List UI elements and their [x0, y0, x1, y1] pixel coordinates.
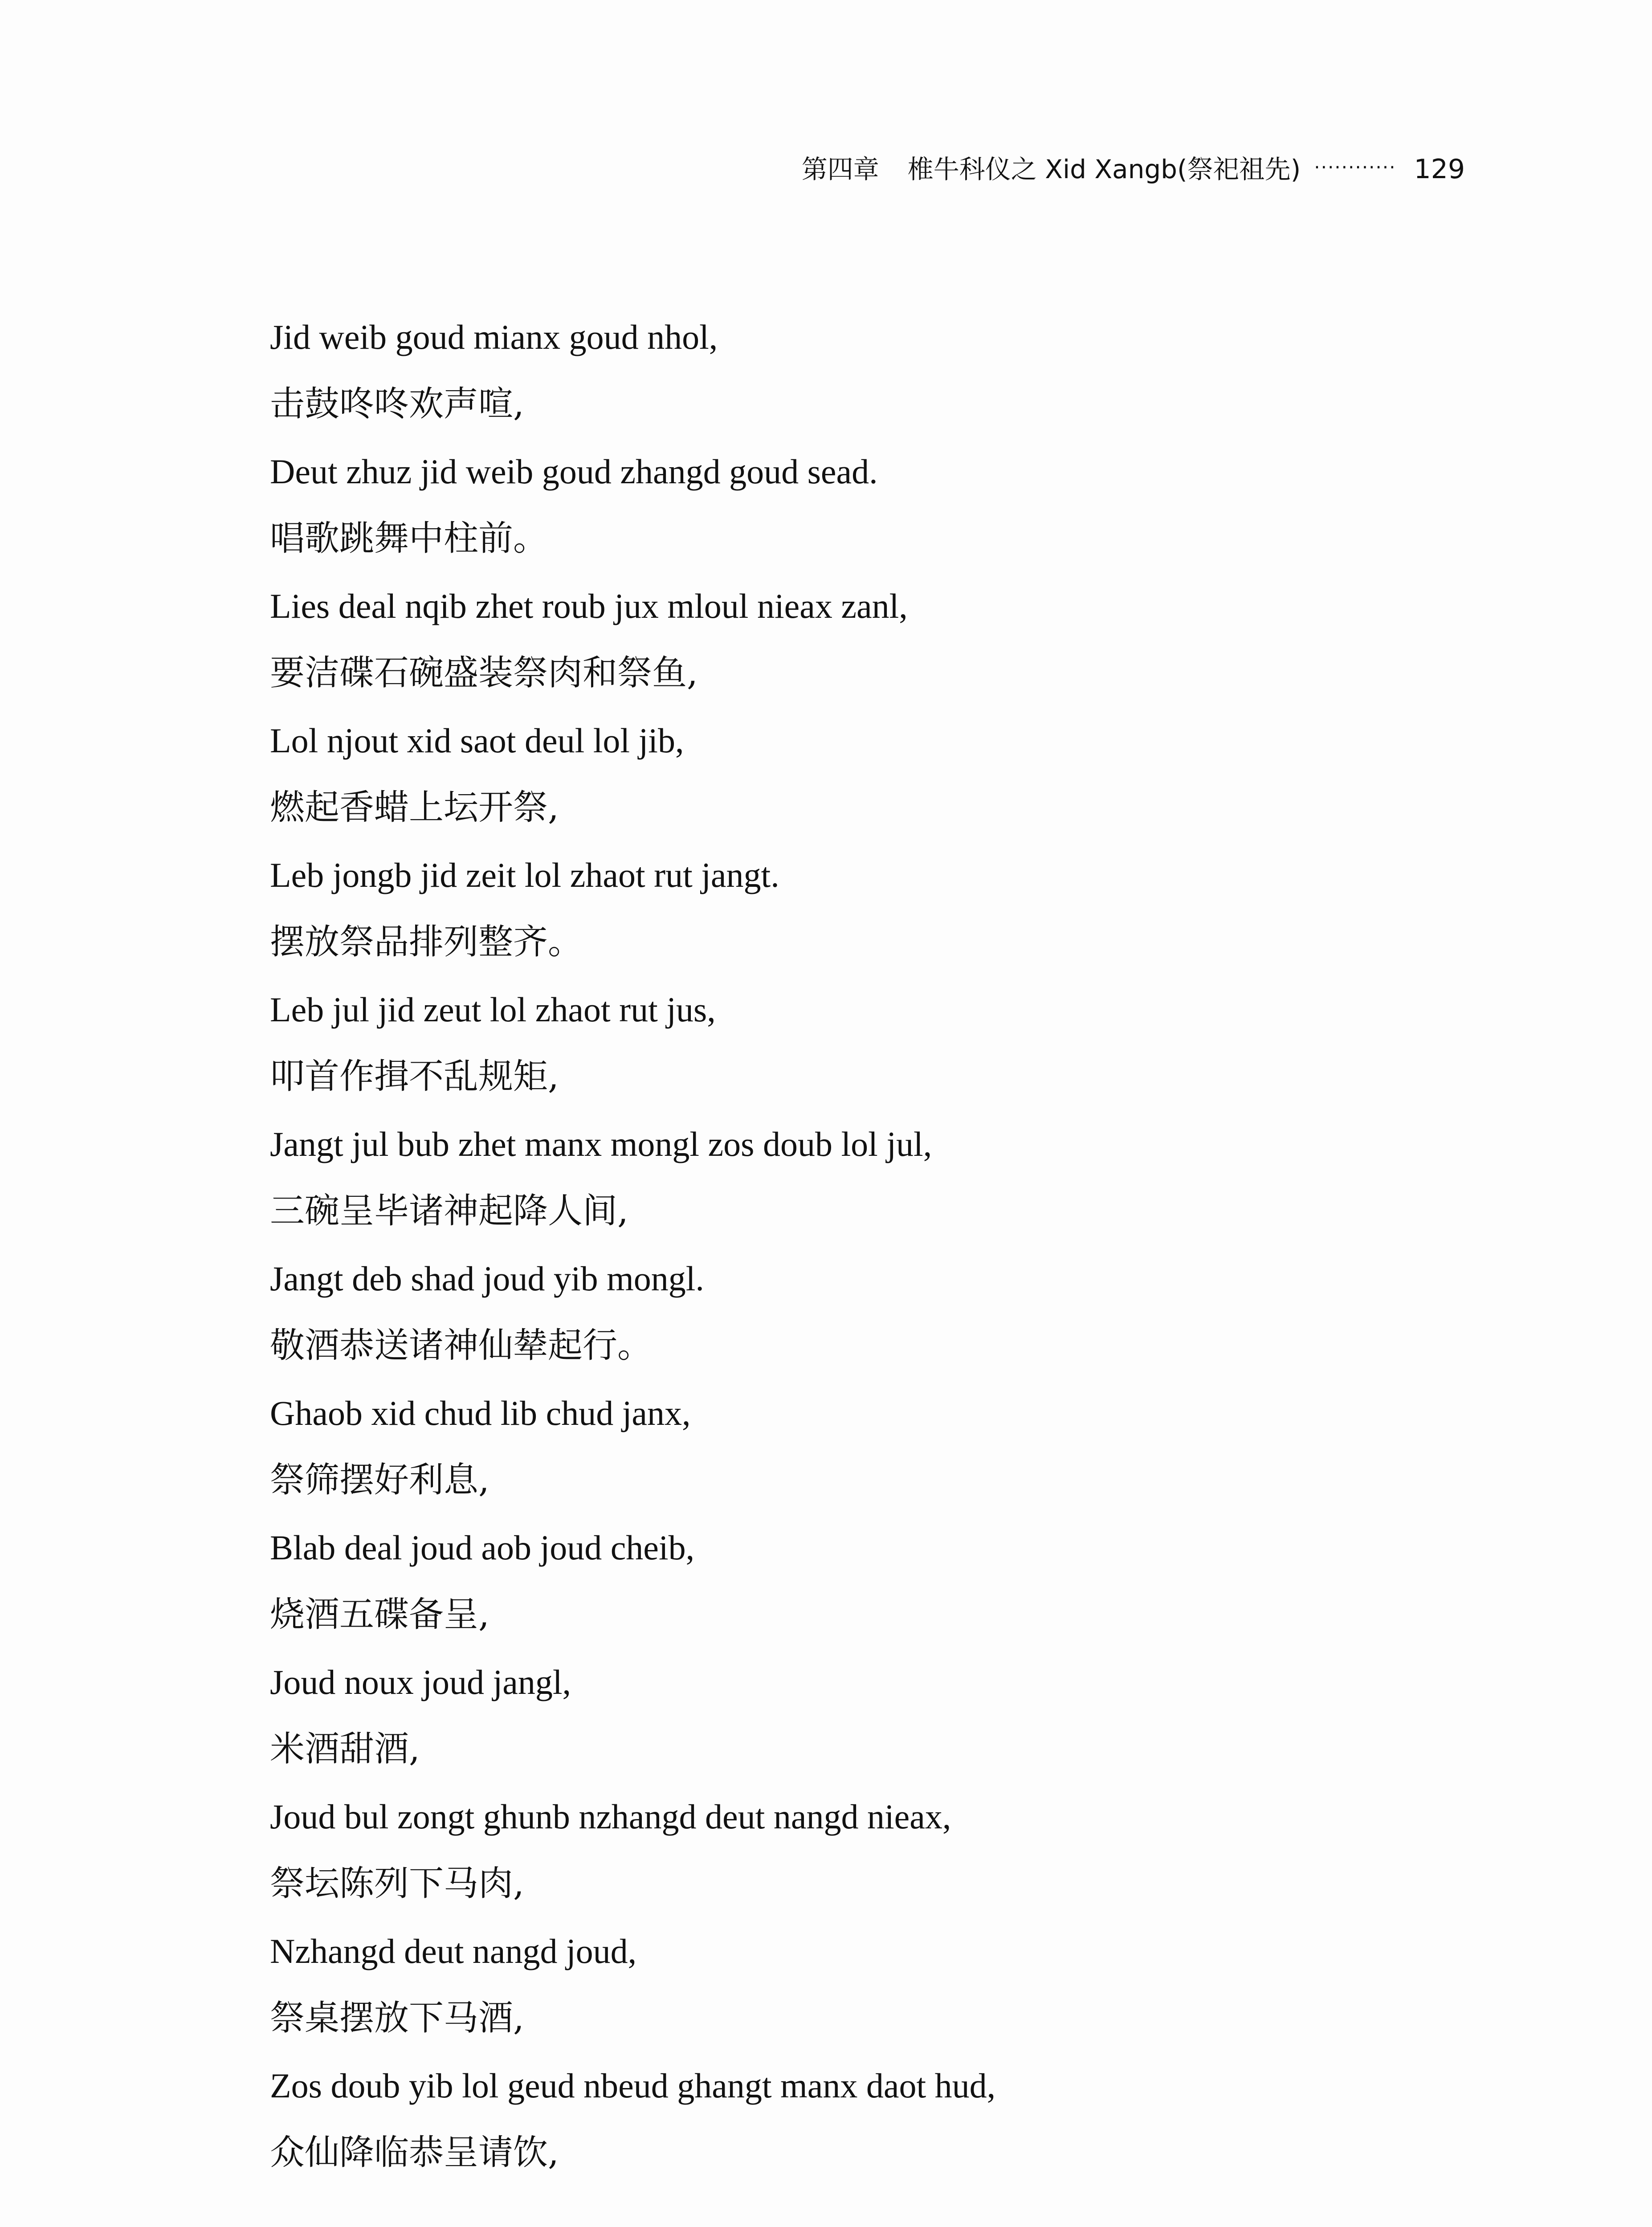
verse-line-miao: Nzhangd deut nangd joud,	[270, 1932, 637, 1970]
verse-line-chinese: 燃起香蜡上坛开祭,	[270, 787, 559, 828]
chapter-title: 椎牛科仪之 Xid Xangb(祭祀祖先)	[907, 154, 1301, 184]
verse-line-chinese: 祭桌摆放下马酒,	[270, 1998, 524, 2038]
verse-body	[270, 304, 1450, 2187]
verse-line-miao: Joud bul zongt ghunb nzhangd deut nangd nieax,	[270, 1797, 951, 1836]
verse-line-chinese: 祭坛陈列下马肉,	[270, 1864, 524, 1904]
verse-line-chinese: 米酒甜酒,	[270, 1729, 420, 1769]
verse-line-chinese: 三碗呈毕诸神起降人间,	[270, 1191, 628, 1231]
verse-line-miao: Leb jul jid zeut lol zhaot rut jus,	[270, 990, 716, 1029]
verse-line-miao: Lies deal nqib zhet roub jux mloul nieax zanl,	[270, 587, 908, 625]
verse-line-miao: Ghaob xid chud lib chud janx,	[270, 1394, 691, 1432]
verse-line-chinese: 叩首作揖不乱规矩,	[270, 1056, 559, 1097]
verse-line-chinese: 摆放祭品排列整齐。	[270, 922, 583, 962]
verse-line-chinese: 要洁碟石碗盛装祭肉和祭鱼,	[270, 653, 698, 693]
verse-line-chinese: 众仙降临恭呈请饮,	[270, 2133, 559, 2173]
verse-line-chinese: 祭筛摆好利息,	[270, 1460, 489, 1500]
verse-line-miao: Blab deal joud aob joud cheib,	[270, 1528, 695, 1567]
verse-line-miao: Jid weib goud mianx goud nhol,	[270, 318, 718, 356]
verse-line-miao: Leb jongb jid zeit lol zhaot rut jangt.	[270, 856, 779, 894]
verse-line-miao: Joud noux joud jangl,	[270, 1663, 571, 1701]
verse-line-chinese: 击鼓咚咚欢声喧,	[270, 384, 524, 424]
verse-line-miao: Lol njout xid saot deul lol jib,	[270, 721, 684, 760]
verse-line-miao: Jangt jul bub zhet manx mongl zos doub lol jul,	[270, 1125, 932, 1163]
verse-line-miao: Zos doub yib lol geud nbeud ghangt manx daot hud,	[270, 2066, 996, 2105]
dot-leader: ············	[1314, 156, 1396, 178]
chapter-label: 第四章	[801, 154, 879, 184]
verse-line-chinese: 烧酒五碟备呈,	[270, 1595, 489, 1635]
verse-line-miao: Deut zhuz jid weib goud zhangd goud sead.	[270, 452, 878, 491]
running-header	[802, 156, 1465, 183]
verse-line-chinese: 敬酒恭送诸神仙辇起行。	[270, 1326, 653, 1366]
verse-line-miao: Jangt deb shad joud yib mongl.	[270, 1259, 704, 1298]
verse-line-chinese: 唱歌跳舞中柱前。	[270, 518, 548, 559]
page-number: 129	[1414, 154, 1465, 185]
